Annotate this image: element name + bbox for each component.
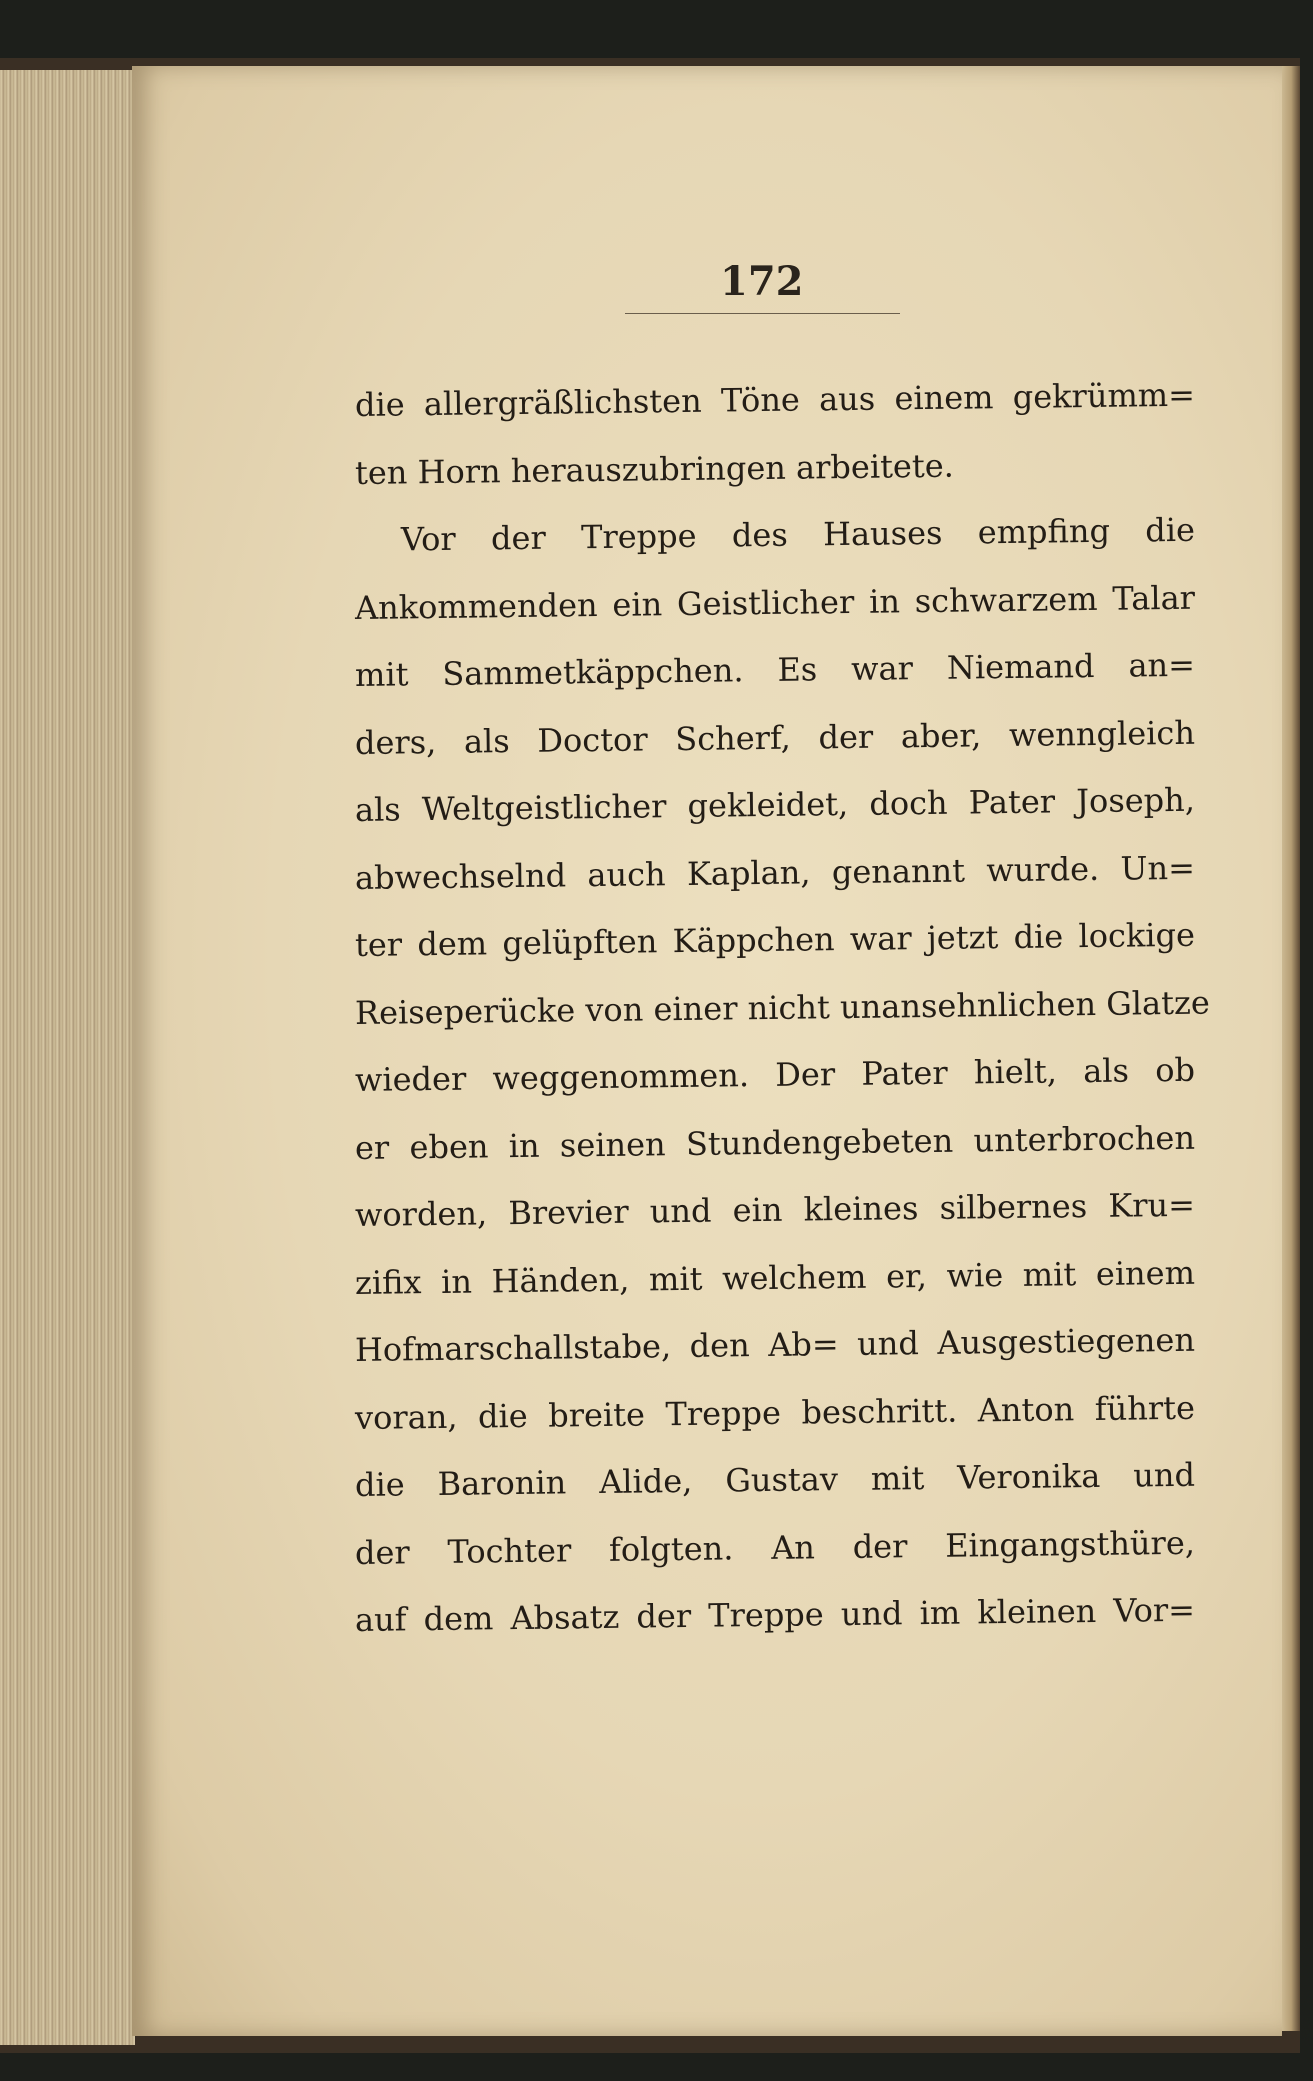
text-line: als Weltgeistlicher gekleidet, doch Pater Joseph, [354,780,1196,829]
text-line: worden, Brevier und ein kleines silbernes Kru= [354,1185,1196,1234]
text-line: er eben in seinen Stundengebeten unterbrochen [354,1118,1196,1167]
text-line: ter dem gelüpften Käppchen war jetzt die lockige [354,915,1196,964]
text-line: abwechselnd auch Kaplan, genannt wurde. Un= [354,848,1196,897]
text-line: der Tochter folgten. An der Eingangsthüre, [354,1523,1196,1572]
text-line: wieder weggenommen. Der Pater hielt, als ob [354,1050,1196,1099]
text-line: Vor der Treppe des Hauses empfing die [400,510,1196,559]
text-line: die Baronin Alide, Gustav mit Veronika und [354,1455,1196,1504]
body-text [354,372,1210,1655]
header-rule [625,313,900,314]
page-edges [0,70,135,2045]
page-number: 172 [720,258,804,305]
text-line: mit Sammetkäppchen. Es war Niemand an= [354,645,1196,694]
text-line: Ankommenden ein Geistlicher in schwarzem Talar [354,578,1196,627]
text-line: zifix in Händen, mit welchem er, wie mit einem [354,1253,1196,1302]
text-line: Reiseperücke von einer nicht unansehnlichen Glatze [354,983,1210,1032]
text-line: Hofmarschallstabe, den Ab= und Ausgestiegenen [354,1320,1196,1369]
text-line: die allergräßlichsten Töne aus einem gekrümm= [354,375,1196,424]
text-line: auf dem Absatz der Treppe und im kleinen Vor= [354,1590,1196,1639]
text-line: ders, als Doctor Scherf, der aber, wenngleich [354,713,1196,762]
text-line: ten Horn herauszubringen arbeitete. [354,446,955,492]
text-line: voran, die breite Treppe beschritt. Anton führte [354,1388,1196,1437]
